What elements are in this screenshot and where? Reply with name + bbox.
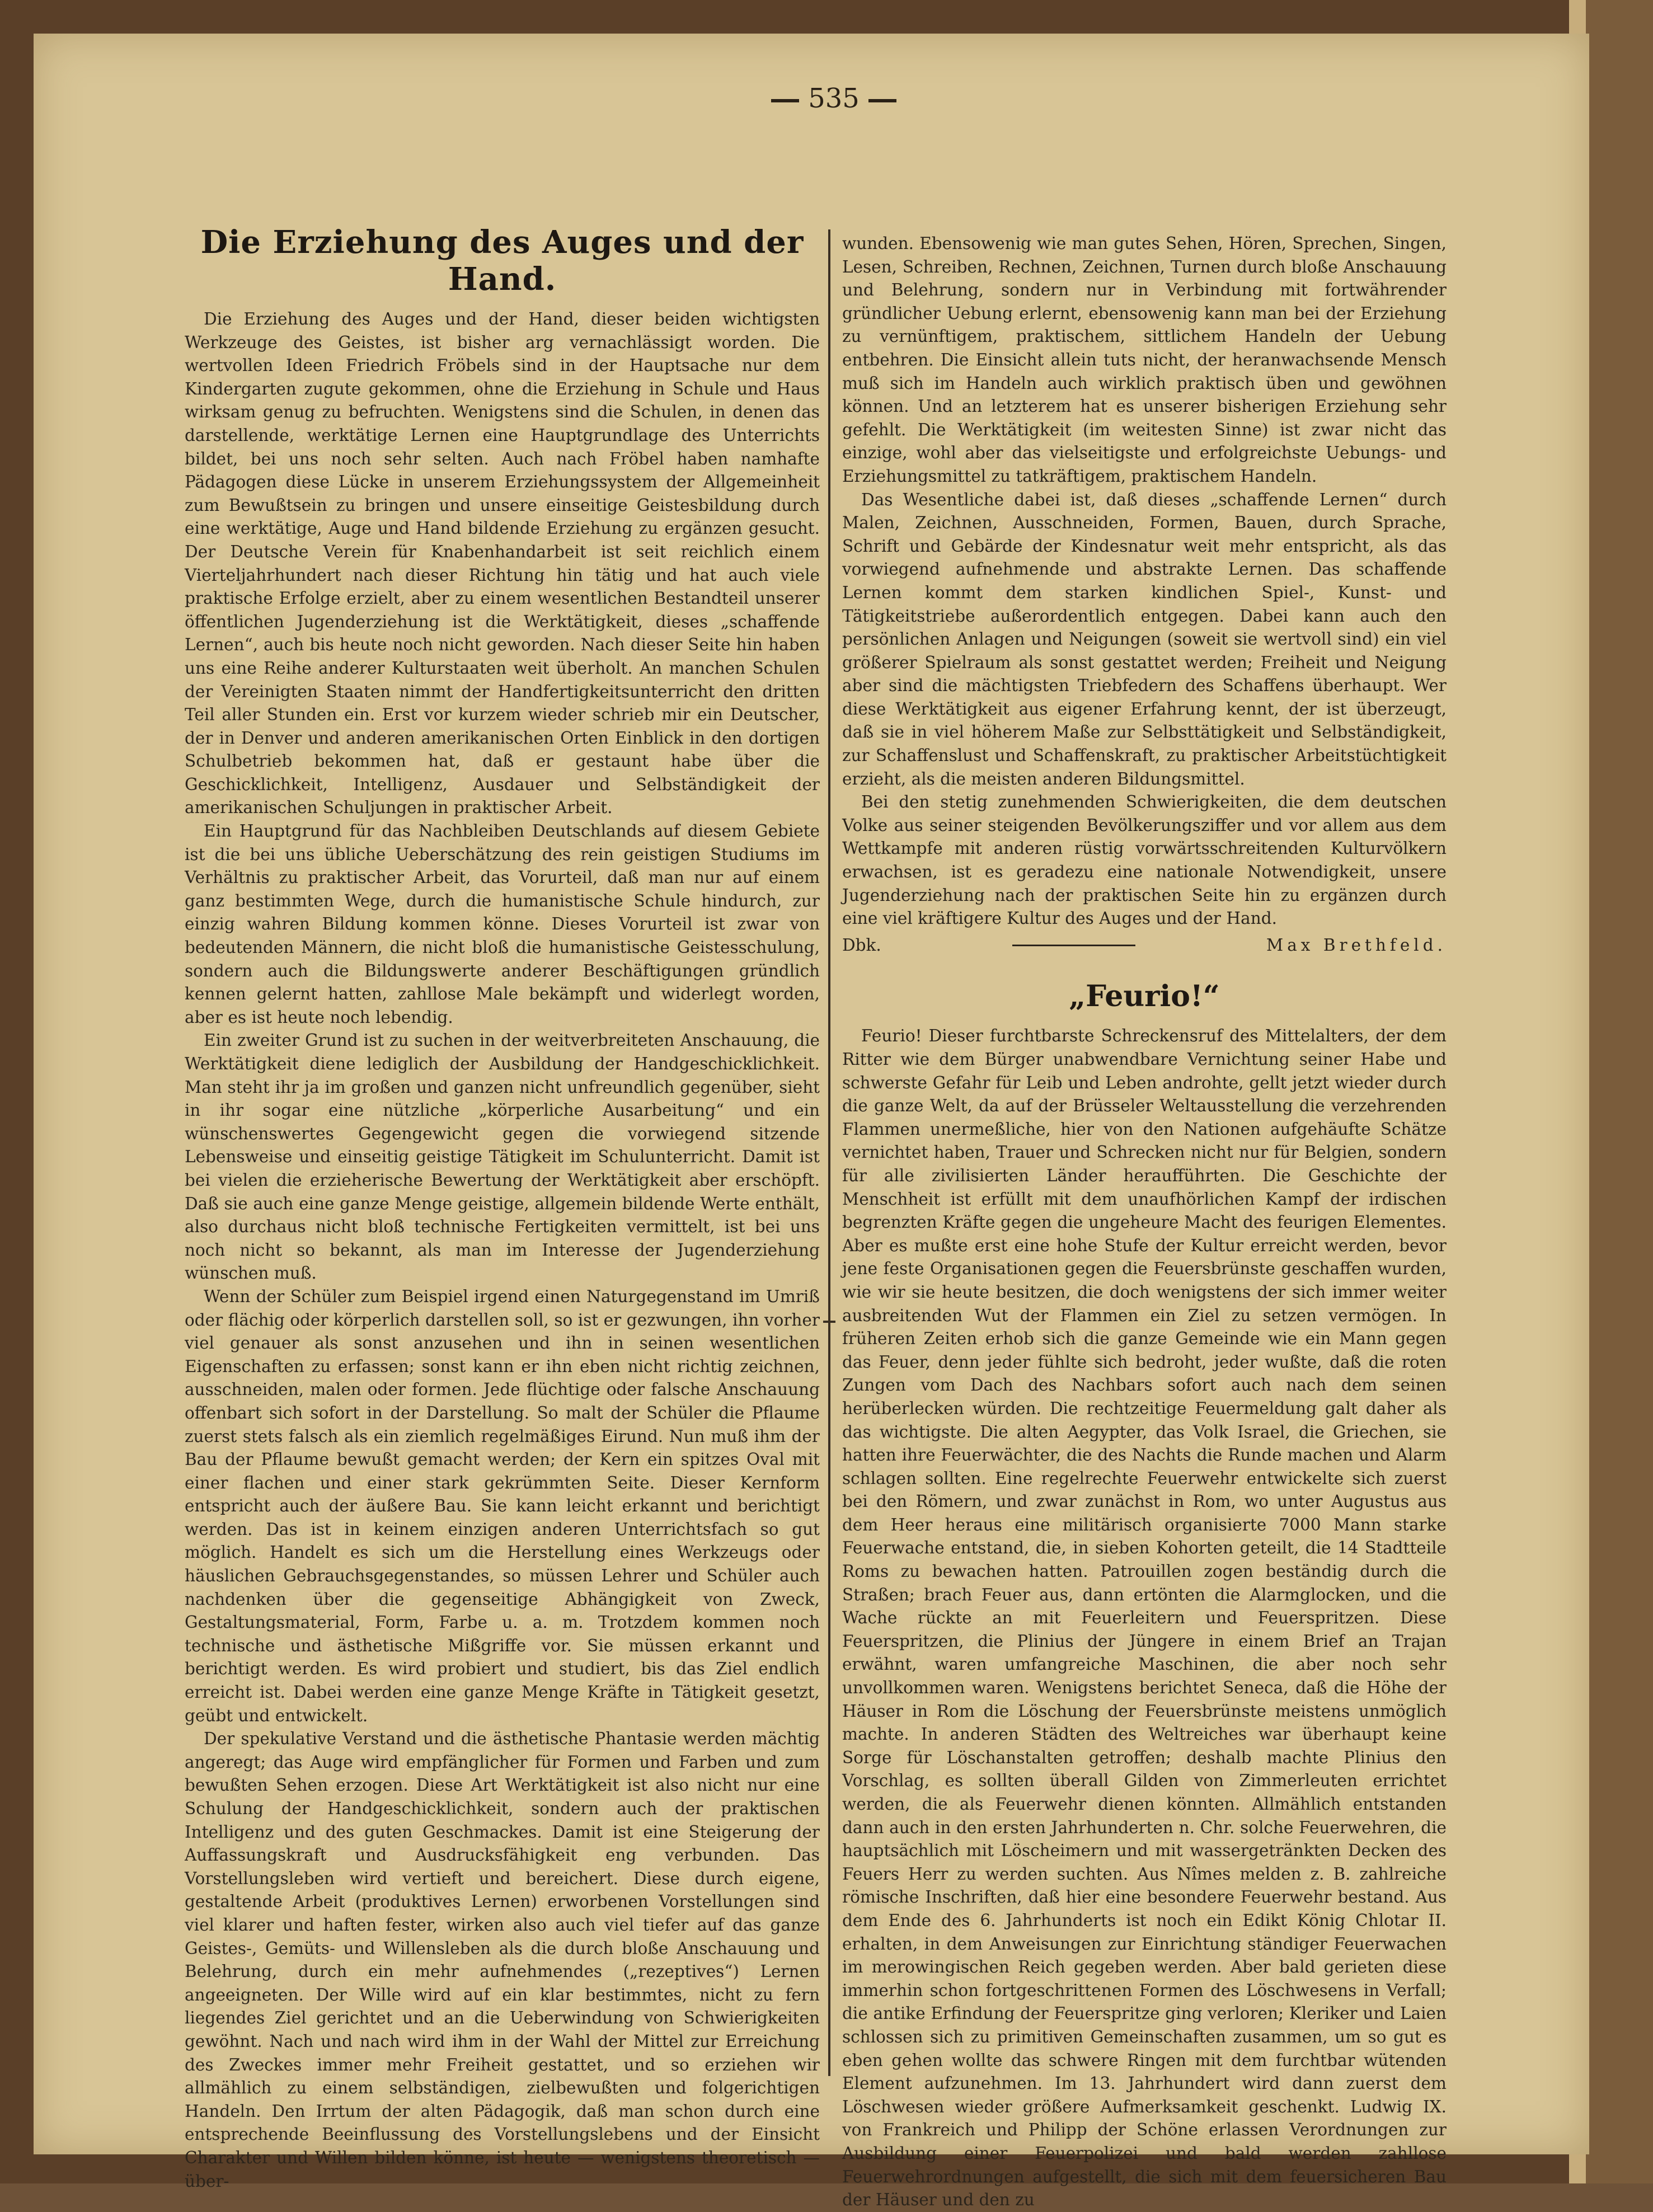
paragraph: Das Wesentliche dabei ist, daß dieses „schaffende Lernen“ durch Malen, Zeichnen, Ausschneiden, Formen, Bauen, durch Sprache, Schrift und Gebärde der Kindesnatur weit mehr entspricht, als das vorwiegend aufnehmende und abstrakte Lernen. Das schaffende Lernen kommt dem starken kindlichen Spiel-, Kunst- und Tätigkeitstriebe außerordentlich entgegen. Dabei kann auch den persönlichen Anlagen und Neigungen (soweit sie wertvoll sind) ein viel größerer Spielraum als sonst gestattet werden; Freiheit und Neigung aber sind die mächtigsten Triebfedern des Schaffens überhaupt. Wer diese Werktätigkeit aus eigener Erfahrung kennt, der ist überzeugt, daß sie in viel höherem Maße zur Selbsttätigkeit und Selbständigkeit, zur Schaffenslust und Schaffenskraft, zu praktischer Arbeitstüchtigkeit erzieht, als die meisten anderen Bildungsmittel.	[842, 490, 1447, 788]
article-body	[185, 308, 820, 2193]
page-number-value: 535	[808, 83, 860, 114]
column-divider	[828, 229, 830, 2076]
paragraph: Ein Hauptgrund für das Nachbleiben Deutschlands auf diesem Gebiete ist die bei uns übliche Ueberschätzung des rein geistigen Studiums im Verhältnis zu praktischer Arbeit, das Vorurteil, daß man nur auf einem ganz bestimmten Wege, durch die humanistische Schule hindurch, zur einzig wahren Bildung kommen könne. Dieses Vorurteil ist zwar von bedeutenden Männern, die nicht bloß die humanistische Geistesschulung, sondern auch die Bildungswerte anderer Beschäftigungen gründlich kennen gelernt hatten, zahllose Male bekämpft und widerlegt worden, aber es ist heute noch lebendig.	[185, 821, 820, 1027]
dash-right	[868, 99, 896, 102]
left-column	[185, 224, 820, 2191]
paragraph: wunden. Ebensowenig wie man gutes Sehen, Hören, Sprechen, Singen, Lesen, Schreiben, Rechnen, Zeichnen, Turnen durch bloße Anschauung und Belehrung, sondern nur in Verbindung mit fortwährender gründlicher Uebung erlernt, ebensowenig kann man bei der Erziehung zu vernünftigem, praktischem, sittlichem Handeln der Uebung entbehren. Die Einsicht allein tuts nicht, der heranwachsende Mensch muß sich im Handeln auch wirklich praktisch üben und gewöhnen können. Und an letzterem hat es unserer bisherigen Erziehung sehr gefehlt. Die Werktätigkeit (im weitesten Sinne) ist zwar nicht das einzige, wohl aber das vielseitigste und erfolgreichste Uebungs- und Erziehungsmittel zu tatkräftigem, praktischem Handeln.	[842, 234, 1447, 486]
paragraph: Wenn der Schüler zum Beispiel irgend einen Naturgegenstand im Umriß oder flächig oder körperlich darstellen soll, so ist er gezwungen, ihn vorher viel genauer als sonst anzusehen und ihn in seinen wesentlichen Eigenschaften zu erfassen; sonst kann er ihn eben nicht richtig zeichnen, ausschneiden, malen oder formen. Jede flüchtige oder falsche Anschauung offenbart sich sofort in der Darstellung. So malt der Schüler die Pflaume zuerst stets falsch als ein ziemlich regelmäßiges Eirund. Nun muß ihm der Bau der Pflaume bewußt gemacht werden; der Kern ein spitzes Oval mit einer flachen und einer stark gekrümmten Seite. Dieser Kernform entspricht auch der äußere Bau. Sie kann leicht erkannt und berichtigt werden. Das ist in keinem einzigen anderen Unterrichtsfach so gut möglich. Handelt es sich um die Herstellung eines Werkzeugs oder häuslichen Gebrauchsgegenstandes, so müssen Lehrer und Schüler auch nachdenken über die gegenseitige Abhängigkeit von Zweck, Gestaltungsmaterial, Form, Farbe u. a. m. Trotzdem kommen noch technische und ästhetische Mißgriffe vor. Sie müssen erkannt und berichtigt werden. Es wird probiert und studiert, bis das Ziel endlich erreicht ist. Dabei werden eine ganze Menge Kräfte in Tätigkeit gesetzt, geübt und entwickelt.	[185, 1286, 820, 1725]
dash-left	[771, 99, 799, 102]
right-column	[842, 232, 1447, 2210]
column-divider-mark	[823, 1321, 835, 1323]
signature-row	[842, 934, 1447, 957]
paragraph: Ein zweiter Grund ist zu suchen in der weitverbreiteten Anschauung, die Werktätigkeit diene lediglich der Ausbildung der Handgeschicklichkeit. Man steht ihr ja im großen und ganzen nicht unfreundlich gegenüber, sieht in ihr sogar eine nützliche „körperliche Ausarbeitung“ und ein wünschenswertes Gegengewicht gegen die vorwiegend sitzende Lebensweise und einseitig geistige Tätigkeit im Schulunterricht. Damit ist bei vielen die erzieherische Bewertung der Werktätigkeit aber erschöpft. Daß sie auch eine ganze Menge geistige, allgemein bildende Werte enthält, also durchaus nicht bloß technische Fertigkeiten vermittelt, ist bei uns noch nicht so bekannt, als man im Interesse der Jugenderziehung wünschen muß.	[185, 1031, 820, 1283]
paragraph: Bei den stetig zunehmenden Schwierigkeiten, die dem deutschen Volke aus seiner steigenden Bevölkerungsziffer und vor allem aus dem Wettkampfe mit anderen rüstig vorwärtsschreitenden Kulturvölkern erwachsen, ist es geradezu eine nationale Notwendigkeit, unsere Jugenderziehung nach der praktischen Seite hin zu ergänzen durch eine viel kräftigere Kultur des Auges und der Hand.	[842, 792, 1447, 928]
newspaper-page	[34, 34, 1589, 2210]
article-title-feurio: „Feurio!“	[1069, 979, 1220, 1014]
book-binding	[1586, 0, 1653, 2183]
paragraph: Die Erziehung des Auges und der Hand, dieser beiden wichtigsten Werkzeuge des Geistes, ist bisher arg vernachlässigt worden. Die wertvollen Ideen Friedrich Fröbels sind in der Hauptsache nur dem Kindergarten zugute gekommen, ohne die Erziehung in Schule und Haus wirksam genug zu befruchten. Wenigstens sind die Schulen, in denen das darstellende, werktätige Lernen eine Hauptgrundlage des Unterrichts bildet, bei uns noch sehr selten. Auch nach Fröbel haben namhafte Pädagogen diese Lücke in unserem Erziehungssystem der Allgemeinheit zum Bewußtsein zu bringen und unsere einseitige Geistesbildung durch eine werktätige, Auge und Hand bildende Erziehung zu ergänzen gesucht. Der Deutsche Verein für Knabenhandarbeit ist seit reichlich einem Vierteljahrhundert nach dieser Richtung hin tätig und hat auch viele praktische Erfolge erzielt, aber zu einem wesentlichen Bestandteil unserer öffentlichen Jugenderziehung ist die Werktätigkeit, dieses „schaffende Lernen“, auch bis heute noch nicht geworden. Nach dieser Seite hin haben uns eine Reihe anderer Kulturstaaten weit überholt. An manchen Schulen der Vereinigten Staaten nimmt der Handfertigkeitsunterricht den dritten Teil aller Stunden ein. Erst vor kurzem wieder schrieb mir ein Deutscher, der in Denver und anderen amerikanischen Orten Einblick in den dortigen Schulbetrieb bekommen hat, daß er gestaunt habe über die Geschicklichkeit, Intelligenz, Ausdauer und Selbständigkeit der amerikanischen Schuljungen in praktischer Arbeit.	[185, 309, 820, 818]
signature-rule	[1012, 945, 1135, 946]
article-body-continued	[842, 232, 1447, 931]
author-signature: Max Brethfeld.	[1266, 935, 1447, 955]
signature-place: Dbk.	[842, 935, 881, 955]
article-body-feurio	[842, 1025, 1447, 2211]
paragraph: Feurio! Dieser furchtbarste Schreckensruf des Mittelalters, der dem Ritter wie dem Bürger unabwendbare Vernichtung seiner Habe und schwerste Gefahr für Leib und Leben androhte, gellt jetzt wieder durch die ganze Welt, da auf der Brüsseler Weltausstellung die verzehrenden Flammen unermeßliche, hier von den Nationen aufgehäufte Schätze vernichtet haben, Trauer und Schrecken nicht nur für Belgien, sondern für alle zivilisierten Länder heraufführten. Die Geschichte der Menschheit ist erfüllt mit dem unaufhörlichen Kampf der irdischen begrenzten Kräfte gegen die ungeheure Macht des feurigen Elementes. Aber es mußte erst eine hohe Stufe der Kultur erreicht werden, bevor jene feste Organisationen gegen die Feuersbrünste geschaffen wurden, wie wir sie heute besitzen, die doch wenigstens der sich immer weiter ausbreitenden Wut der Flammen ein Ziel zu setzen vermögen. In früheren Zeiten erhob sich die ganze Gemeinde wie ein Mann gegen das Feuer, denn jeder fühlte sich bedroht, jeder wußte, daß die roten Zungen vom Dach des Nachbars sofort auch nach dem seinen herüberlecken würden. Die rechtzeitige Feuermeldung galt daher als das wichtigste. Die alten Aegypter, das Volk Israel, die Griechen, sie hatten ihre Feuerwächter, die des Nachts die Runde machen und Alarm schlagen sollten. Eine regelrechte Feuerwehr entwickelte sich zuerst bei den Römern, und zwar zunächst in Rom, wo unter Augustus aus dem Heer heraus eine militärisch organisierte 7000 Mann starke Feuerwache entstand, die, in sieben Kohorten geteilt, die 14 Stadtteile Roms zu bewachen hatten. Patrouillen zogen beständig durch die Straßen; brach Feuer aus, dann ertönten die Alarmglocken, und die Wache rückte an mit Feuerleitern und Feuerspritzen. Diese Feuerspritzen, die Plinius der Jüngere in einem Brief an Trajan erwähnt, waren umfangreiche Maschinen, die aber noch sehr unvollkommen waren. Wenigstens berichtet Seneca, daß die Höhe der Häuser in Rom die Löschung der Feuersbrünste meistens unmöglich machte. In anderen Städten des Weltreiches war überhaupt keine Sorge für Löschanstalten getroffen; deshalb machte Plinius den Vorschlag, es sollten überall Gilden von Zimmerleuten errichtet werden, die als Feuerwehr dienen könnten. Allmählich entstanden dann auch in den ersten Jahrhunderten n. Chr. solche Feuerwehren, die hauptsächlich mit Löscheimern und mit wassergetränkten Decken des Feuers Herr zu werden suchten. Aus Nîmes melden z. B. zahlreiche römische Inschriften, daß hier eine besondere Feuerwehr bestand. Aus dem Ende des 6. Jahrhunderts ist noch ein Edikt König Chlotar II. erhalten, in dem Anweisungen zur Einrichtung ständiger Feuerwachen im merowingischen Reich gegeben werden. Aber bald gerieten diese immerhin schon fortgeschrittenen Formen des Löschwesens in Verfall; die antike Erfindung der Feuerspritze ging verloren; Kleriker und Laien schlossen sich zu primitiven Gemeinschaften zusammen, um so gut es eben gehen wollte das schwere Ringen mit dem furchtbar wütenden Element aufzunehmen. Im 13. Jahrhundert wird dann zuerst dem Löschwesen wieder größere Aufmerksamkeit geschenkt. Ludwig IX. von Frankreich und Philipp der Schöne erlassen Verordnungen zur Ausbildung einer Feuerpolizei und bald werden zahllose Feuerwehrordnungen aufgestellt, die sich mit dem feuersicheren Bau der Häuser und den zu	[842, 1026, 1447, 2210]
paragraph: Der spekulative Verstand und die ästhetische Phantasie werden mächtig angeregt; das Auge wird empfänglicher für Formen und Farben und zum bewußten Sehen erzogen. Diese Art Werktätigkeit ist also nicht nur eine Schulung der Handgeschicklichkeit, sondern auch der praktischen Intelligenz und des guten Geschmackes. Damit ist eine Steigerung der Auffassungskraft und Ausdrucksfähigkeit eng verbunden. Das Vorstellungsleben wird vertieft und bereichert. Diese durch eigene, gestaltende Arbeit (produktives Lernen) erworbenen Vorstellungen sind viel klarer und haften fester, wirken also auch viel tiefer auf das ganze Geistes-, Gemüts- und Willensleben als die durch bloße Anschauung und Belehrung, durch ein mehr aufnehmendes („rezeptives“) Lernen angeeigneten. Der Wille wird auf ein klar bestimmtes, nicht zu fern liegendes Ziel gerichtet und an die Ueberwindung von Schwierigkeiten gewöhnt. Nach und nach wird ihm in der Wahl der Mittel zur Erreichung des Zweckes immer mehr Freiheit gestattet, und so erziehen wir allmählich zu einem selbständigen, zielbewußten und folgerichtigen Handeln. Den Irrtum der alten Pädagogik, daß man schon durch eine entsprechende Beeinflussung des Vorstellungslebens und der Einsicht Charakter und Willen bilden könne, ist heute — wenigstens theoretisch — über-	[185, 1729, 820, 2191]
page-number	[755, 85, 912, 163]
article-title: Die Erziehung des Auges und der Hand.	[200, 224, 804, 298]
